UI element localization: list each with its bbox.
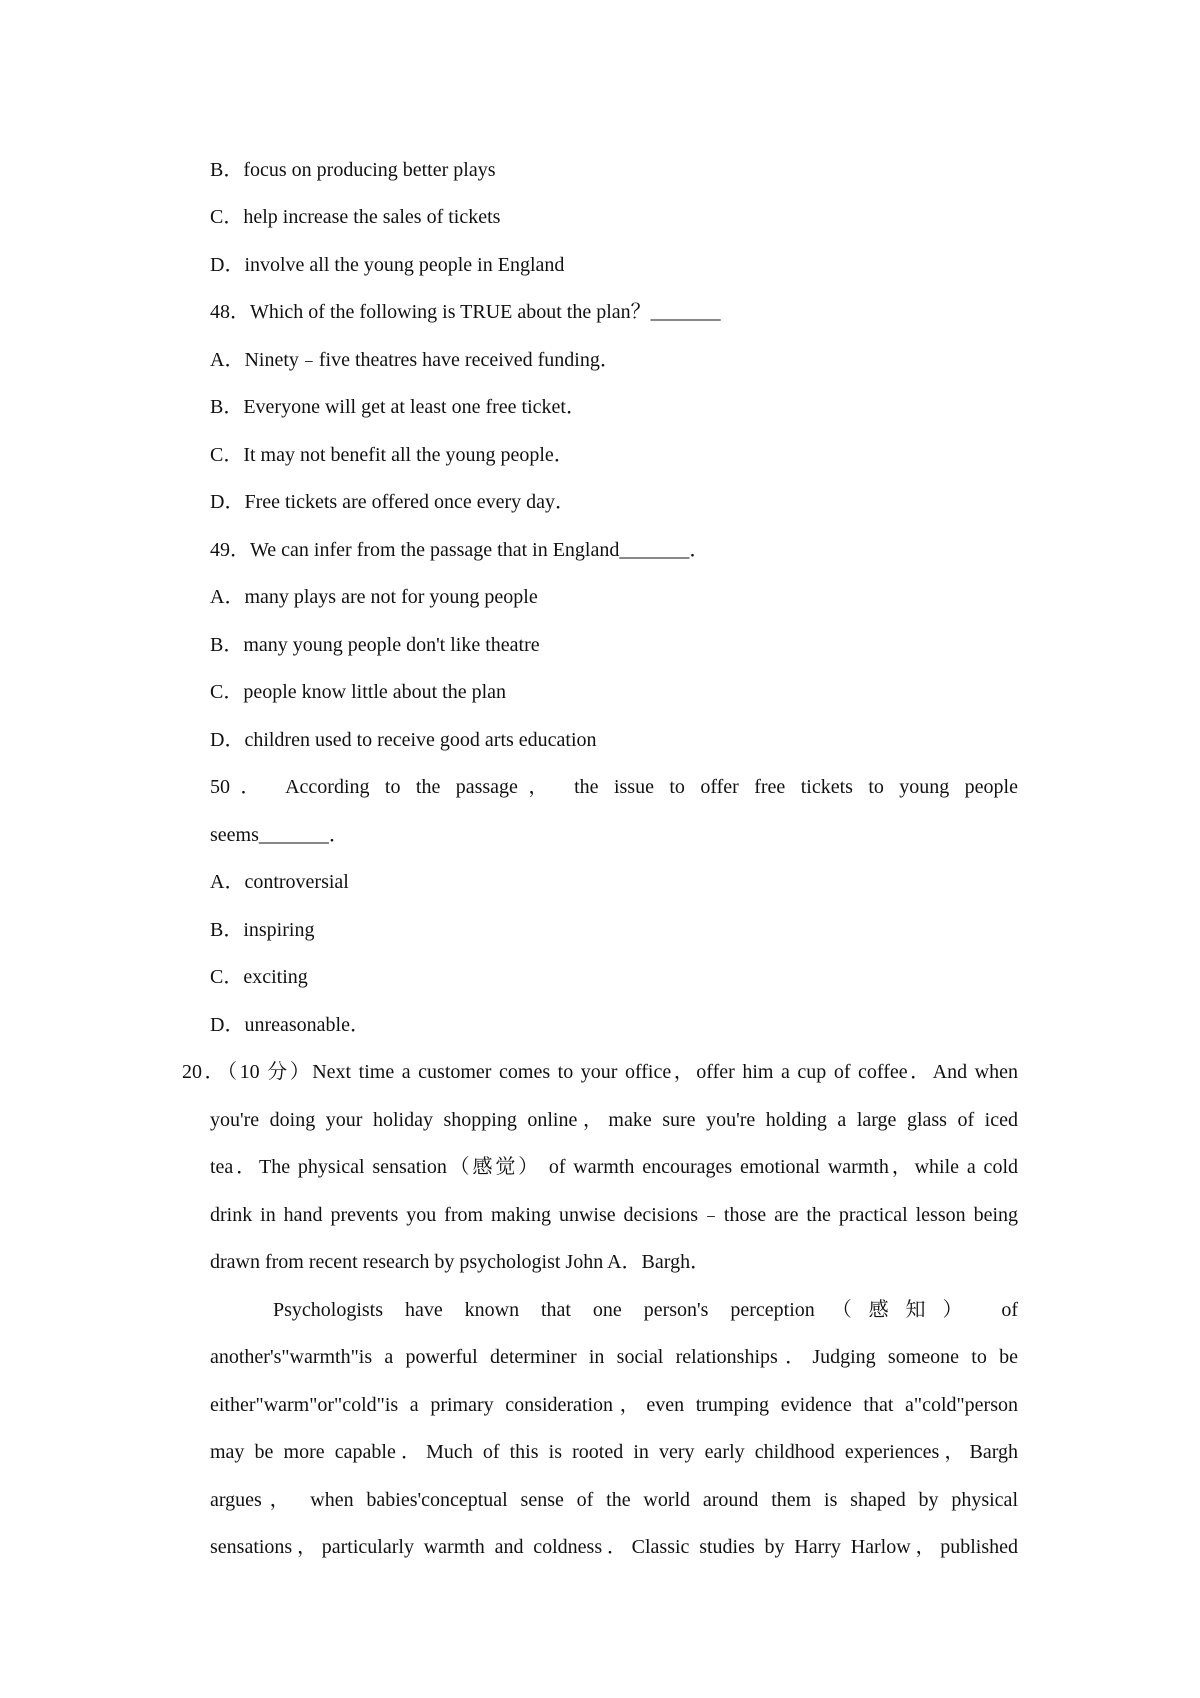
- q20-line5: drawn from recent research by psychologist John A．Bargh．: [210, 1251, 711, 1273]
- q20-p2-line2: another's"warmth"is a powerful determiner in social relationships．Judging someone to be: [210, 1346, 1018, 1368]
- q49-option-d: D．children used to receive good arts education: [210, 729, 597, 751]
- q50-option-d: D．unreasonable．: [210, 1014, 370, 1036]
- q50-option-b: B．inspiring: [210, 919, 315, 941]
- q47-option-b: B．focus on producing better plays: [210, 159, 496, 181]
- q49-stem: 49．We can infer from the passage that in England_______．: [210, 539, 710, 561]
- q20-p2-line4: may be more capable．Much of this is rooted in very early childhood experiences，Bargh: [210, 1441, 1018, 1463]
- q20-line1: 20．（10 分）Next time a customer comes to your office，offer him a cup of coffee．And when: [182, 1061, 1018, 1083]
- q50-stem-line2: seems_______．: [210, 824, 349, 846]
- q20-p2-line6: sensations，particularly warmth and coldness．Classic studies by Harry Harlow，published: [210, 1536, 1018, 1558]
- q48-option-d: D．Free tickets are offered once every day．: [210, 491, 576, 513]
- q50-option-c: C．exciting: [210, 966, 308, 988]
- q49-option-c: C．people know little about the plan: [210, 681, 507, 703]
- q20-p2-line3: either"warm"or"cold"is a primary consideration，even trumping evidence that a"cold"person: [210, 1394, 1018, 1416]
- q49-option-a: A．many plays are not for young people: [210, 586, 538, 608]
- q48-option-a: A．Ninety﹣five theatres have received funding．: [210, 349, 620, 371]
- q20-p2-line5: argues， when babies'conceptual sense of the world around them is shaped by physical: [210, 1489, 1018, 1511]
- q48-stem: 48．Which of the following is TRUE about the plan？_______: [210, 301, 721, 323]
- q20-p2-line1: Psychologists have known that one person's perception（感知） of: [273, 1299, 1018, 1321]
- q50-option-a: A．controversial: [210, 871, 349, 893]
- q49-option-b: B．many young people don't like theatre: [210, 634, 540, 656]
- q47-option-c: C．help increase the sales of tickets: [210, 206, 501, 228]
- q20-line3: tea．The physical sensation（感觉） of warmth encourages emotional warmth，while a cold: [210, 1156, 1018, 1178]
- q20-line2: you're doing your holiday shopping online，make sure you're holding a large glass of iced: [210, 1109, 1018, 1131]
- q20-line4: drink in hand prevents you from making unwise decisions﹣those are the practical lesson being: [210, 1204, 1018, 1226]
- q50-stem-line1: 50． According to the passage， the issue to offer free tickets to young people: [210, 776, 1018, 798]
- q48-option-b: B．Everyone will get at least one free ticket．: [210, 396, 586, 418]
- q48-option-c: C．It may not benefit all the young people．: [210, 444, 574, 466]
- q47-option-d: D．involve all the young people in England: [210, 254, 565, 276]
